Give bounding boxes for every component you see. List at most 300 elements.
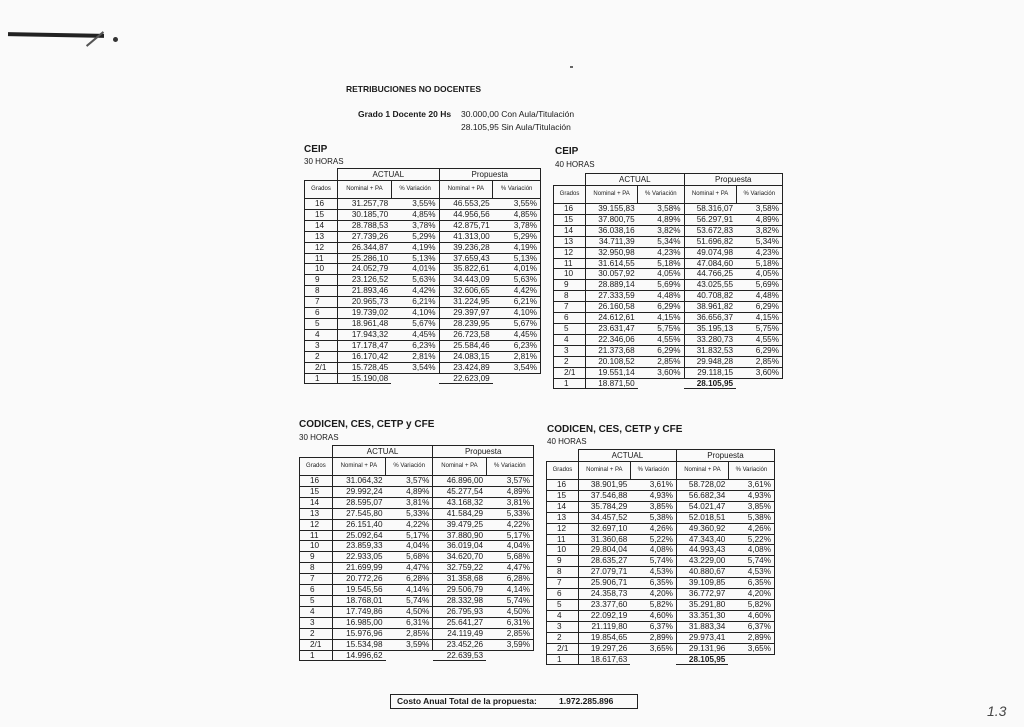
- cell-nominal-actual: 25.906,71: [578, 578, 630, 589]
- cell-grado: 11: [300, 530, 333, 541]
- table-row: [547, 501, 775, 512]
- cell-grado: 16: [300, 476, 333, 487]
- cell-grado: 8: [305, 286, 338, 297]
- cell-variacion-actual: 6,23%: [391, 340, 439, 351]
- table-row: [300, 497, 534, 508]
- cell-variacion-propuesta: 4,22%: [486, 519, 533, 530]
- cell-variacion-propuesta: 4,47%: [486, 563, 533, 574]
- table-row: [547, 599, 775, 610]
- cell-variacion-actual: 5,33%: [386, 508, 433, 519]
- cell-variacion-propuesta: 4,53%: [728, 567, 774, 578]
- cell-grado: 2/1: [547, 643, 579, 654]
- cell-variacion-actual: 4,60%: [630, 610, 676, 621]
- cell-variacion-propuesta: [493, 373, 541, 384]
- cell-grado: 7: [305, 297, 338, 308]
- cell-nominal-actual: 22.933,05: [332, 552, 385, 563]
- cell-nominal-actual: 31.257,78: [338, 199, 392, 210]
- cell-variacion-propuesta: 5,74%: [728, 556, 774, 567]
- cell-variacion-propuesta: 3,55%: [493, 199, 541, 210]
- cell-nominal-actual: 17.943,32: [338, 329, 392, 340]
- table-row: [305, 220, 541, 231]
- cell-nominal-actual: 26.160,58: [586, 302, 638, 313]
- cell-nominal-propuesta: 45.277,54: [433, 486, 486, 497]
- cell-nominal-actual: 37.800,75: [586, 214, 638, 225]
- cell-variacion-propuesta: 2,81%: [493, 351, 541, 362]
- table-row: [300, 574, 534, 585]
- header-nominal-propuesta: Nominal + PA: [439, 181, 493, 199]
- cell-variacion-propuesta: 4,05%: [736, 269, 782, 280]
- grade-value-con-aula: 30.000,00 Con Aula/Titulación: [461, 109, 575, 119]
- cell-grado: 9: [305, 275, 338, 286]
- cell-nominal-actual: 39.155,83: [586, 204, 638, 215]
- cell-grado: 15: [547, 490, 579, 501]
- cell-variacion-propuesta: [728, 654, 774, 665]
- cell-variacion-propuesta: 5,69%: [736, 280, 782, 291]
- table-row: [554, 280, 783, 291]
- cell-variacion-actual: 5,18%: [638, 258, 684, 269]
- cell-nominal-propuesta: 29.973,41: [676, 632, 728, 643]
- cell-grado: 5: [305, 318, 338, 329]
- cell-variacion-actual: 5,69%: [638, 280, 684, 291]
- cell-variacion-propuesta: 3,58%: [736, 204, 782, 215]
- cell-nominal-propuesta: 29.506,79: [433, 585, 486, 596]
- cell-nominal-propuesta: 23.424,89: [439, 362, 493, 373]
- cell-nominal-actual: 27.079,71: [578, 567, 630, 578]
- header-actual: ACTUAL: [586, 174, 684, 186]
- cell-nominal-actual: 23.859,33: [332, 541, 385, 552]
- cell-variacion-actual: 3,78%: [391, 220, 439, 231]
- cell-nominal-propuesta: 56.682,34: [676, 490, 728, 501]
- cell-variacion-propuesta: 4,26%: [728, 523, 774, 534]
- cell-variacion-propuesta: 4,89%: [486, 486, 533, 497]
- cell-variacion-propuesta: 2,85%: [736, 356, 782, 367]
- cell-variacion-actual: 5,68%: [386, 552, 433, 563]
- cell-nominal-actual: 14.996,62: [332, 650, 385, 661]
- salary-table-ceip-40: [553, 173, 783, 389]
- page-number: 1.3: [987, 703, 1007, 719]
- header-nominal-propuesta: Nominal + PA: [676, 462, 728, 480]
- table-row: [305, 275, 541, 286]
- table-row: [300, 595, 534, 606]
- table-row: [554, 323, 783, 334]
- cell-variacion-actual: 4,19%: [391, 242, 439, 253]
- cell-nominal-propuesta: 44.993,43: [676, 545, 728, 556]
- cell-nominal-actual: 36.038,16: [586, 225, 638, 236]
- cell-variacion-actual: 4,22%: [386, 519, 433, 530]
- cell-variacion-actual: 3,58%: [638, 204, 684, 215]
- header-variacion-actual: % Variación: [386, 458, 433, 476]
- table-row: [554, 313, 783, 324]
- cell-variacion-propuesta: 4,42%: [493, 286, 541, 297]
- header-actual: ACTUAL: [338, 169, 439, 181]
- cell-nominal-propuesta: 41.313,00: [439, 231, 493, 242]
- cell-nominal-actual: 19.297,26: [578, 643, 630, 654]
- cell-nominal-actual: 29.804,04: [578, 545, 630, 556]
- cell-nominal-propuesta: 40.708,82: [684, 291, 736, 302]
- cell-variacion-propuesta: 2,85%: [486, 628, 533, 639]
- cell-grado: 1: [300, 650, 333, 661]
- table-row: [300, 650, 534, 661]
- cell-nominal-actual: 16.170,42: [338, 351, 392, 362]
- cell-variacion-propuesta: 3,85%: [728, 501, 774, 512]
- scan-mark: [8, 32, 104, 38]
- header-spacer: [547, 450, 579, 462]
- cell-nominal-propuesta: 44.766,25: [684, 269, 736, 280]
- cell-nominal-actual: 19.739,02: [338, 308, 392, 319]
- cell-grado: 4: [305, 329, 338, 340]
- header-propuesta: Propuesta: [433, 446, 534, 458]
- cell-variacion-actual: 4,15%: [638, 313, 684, 324]
- cell-variacion-actual: 5,38%: [630, 512, 676, 523]
- table-row: [300, 563, 534, 574]
- header-variacion-propuesta: % Variación: [736, 186, 782, 204]
- cell-variacion-propuesta: 4,20%: [728, 589, 774, 600]
- section-hours-ceip-30: 30 HORAS: [304, 157, 344, 166]
- cell-nominal-actual: 17.749,86: [332, 606, 385, 617]
- cell-nominal-propuesta: 39.236,28: [439, 242, 493, 253]
- cell-variacion-propuesta: 4,10%: [493, 308, 541, 319]
- cell-variacion-propuesta: 3,61%: [728, 480, 774, 491]
- table-row: [300, 508, 534, 519]
- cell-grado: 7: [554, 302, 586, 313]
- cell-nominal-propuesta: 39.109,85: [676, 578, 728, 589]
- cell-variacion-actual: 5,22%: [630, 534, 676, 545]
- cell-variacion-actual: 4,08%: [630, 545, 676, 556]
- cell-nominal-propuesta: 53.672,83: [684, 225, 736, 236]
- cell-variacion-propuesta: 5,68%: [486, 552, 533, 563]
- cell-variacion-actual: 5,74%: [630, 556, 676, 567]
- table-row: [305, 209, 541, 220]
- cell-nominal-actual: 20.772,26: [332, 574, 385, 585]
- cell-grado: 16: [547, 480, 579, 491]
- cell-nominal-propuesta: 25.641,27: [433, 617, 486, 628]
- cell-grado: 6: [305, 308, 338, 319]
- cell-variacion-actual: 4,23%: [638, 247, 684, 258]
- cell-variacion-propuesta: 5,17%: [486, 530, 533, 541]
- cell-variacion-actual: 6,29%: [638, 345, 684, 356]
- cell-variacion-actual: 4,05%: [638, 269, 684, 280]
- cell-grado: 14: [300, 497, 333, 508]
- cell-nominal-actual: 30.185,70: [338, 209, 392, 220]
- cell-grado: 5: [300, 595, 333, 606]
- cell-nominal-actual: 25.092,64: [332, 530, 385, 541]
- cell-variacion-propuesta: 4,48%: [736, 291, 782, 302]
- cell-grado: 11: [554, 258, 586, 269]
- cell-nominal-propuesta: 52.018,51: [676, 512, 728, 523]
- cell-nominal-propuesta: 49.074,98: [684, 247, 736, 258]
- header-variacion-actual: % Variación: [391, 181, 439, 199]
- cell-variacion-propuesta: [736, 378, 782, 389]
- cell-grado: 2: [300, 628, 333, 639]
- cell-variacion-actual: 4,53%: [630, 567, 676, 578]
- table-row: [300, 476, 534, 487]
- cell-variacion-propuesta: 5,13%: [493, 253, 541, 264]
- grade-value-sin-aula: 28.105,95 Sin Aula/Titulación: [461, 122, 571, 132]
- cell-nominal-propuesta: 46.553,25: [439, 199, 493, 210]
- table-row: [547, 534, 775, 545]
- section-hours-codicen-30: 30 HORAS: [299, 433, 339, 442]
- section-title-ceip-40: CEIP: [555, 146, 579, 157]
- table-row: [305, 362, 541, 373]
- cell-variacion-actual: 6,28%: [386, 574, 433, 585]
- cell-variacion-propuesta: 3,65%: [728, 643, 774, 654]
- cell-nominal-propuesta: 58.728,02: [676, 480, 728, 491]
- cell-nominal-actual: 28.635,27: [578, 556, 630, 567]
- cell-variacion-actual: 5,17%: [386, 530, 433, 541]
- table-row: [554, 345, 783, 356]
- cell-nominal-actual: 29.992,24: [332, 486, 385, 497]
- table-row: [547, 523, 775, 534]
- total-cost-label: Costo Anual Total de la propuesta:: [397, 696, 537, 706]
- cell-nominal-propuesta: 43.025,55: [684, 280, 736, 291]
- table-row: [305, 199, 541, 210]
- table-row: [547, 643, 775, 654]
- table-row: [554, 356, 783, 367]
- header-variacion-propuesta: % Variación: [486, 458, 533, 476]
- cell-nominal-propuesta: 23.452,26: [433, 639, 486, 650]
- header-nominal-propuesta: Nominal + PA: [684, 186, 736, 204]
- table-row: [547, 490, 775, 501]
- cell-variacion-actual: 5,74%: [386, 595, 433, 606]
- cell-nominal-actual: 15.534,98: [332, 639, 385, 650]
- table-row: [554, 204, 783, 215]
- cell-variacion-actual: 6,35%: [630, 578, 676, 589]
- cell-variacion-propuesta: 5,33%: [486, 508, 533, 519]
- header-nominal-actual: Nominal + PA: [578, 462, 630, 480]
- cell-grado: 7: [300, 574, 333, 585]
- cell-variacion-propuesta: 6,35%: [728, 578, 774, 589]
- cell-nominal-actual: 15.190,08: [338, 373, 392, 384]
- total-cost-box: [390, 694, 638, 709]
- cell-variacion-actual: 4,42%: [391, 286, 439, 297]
- section-hours-codicen-40: 40 HORAS: [547, 437, 587, 446]
- cell-grado: 12: [305, 242, 338, 253]
- table-row: [300, 617, 534, 628]
- table-row: [547, 621, 775, 632]
- cell-nominal-propuesta: 29.131,96: [676, 643, 728, 654]
- cell-variacion-actual: 4,14%: [386, 585, 433, 596]
- table-row: [547, 480, 775, 491]
- cell-nominal-propuesta: 43.168,32: [433, 497, 486, 508]
- cell-variacion-propuesta: 4,01%: [493, 264, 541, 275]
- cell-variacion-propuesta: 4,23%: [736, 247, 782, 258]
- header-spacer: [300, 446, 333, 458]
- cell-variacion-actual: 4,93%: [630, 490, 676, 501]
- cell-nominal-actual: 19.551,14: [586, 367, 638, 378]
- cell-nominal-propuesta: 35.291,80: [676, 599, 728, 610]
- cell-variacion-actual: 4,48%: [638, 291, 684, 302]
- table-row: [300, 486, 534, 497]
- cell-nominal-propuesta: 29.118,15: [684, 367, 736, 378]
- cell-variacion-propuesta: 6,29%: [736, 302, 782, 313]
- cell-nominal-propuesta: 51.696,82: [684, 236, 736, 247]
- cell-variacion-propuesta: 4,55%: [736, 334, 782, 345]
- cell-nominal-propuesta: 31.832,53: [684, 345, 736, 356]
- cell-nominal-propuesta: 56.297,91: [684, 214, 736, 225]
- cell-variacion-actual: 5,34%: [638, 236, 684, 247]
- cell-variacion-propuesta: 3,82%: [736, 225, 782, 236]
- cell-variacion-propuesta: 6,31%: [486, 617, 533, 628]
- cell-nominal-actual: 27.333,59: [586, 291, 638, 302]
- cell-variacion-actual: 4,89%: [638, 214, 684, 225]
- cell-variacion-actual: 3,54%: [391, 362, 439, 373]
- cell-grado: 8: [554, 291, 586, 302]
- cell-variacion-propuesta: 5,34%: [736, 236, 782, 247]
- table-row: [305, 242, 541, 253]
- total-cost-value: 1.972.285.896: [559, 696, 614, 706]
- cell-nominal-propuesta: 28.105,95: [684, 378, 736, 389]
- cell-nominal-actual: 19.854,65: [578, 632, 630, 643]
- cell-variacion-propuesta: 6,29%: [736, 345, 782, 356]
- cell-nominal-actual: 26.344,87: [338, 242, 392, 253]
- cell-grado: 2: [554, 356, 586, 367]
- cell-nominal-propuesta: 44.956,56: [439, 209, 493, 220]
- grade-label: Grado 1 Docente 20 Hs: [358, 109, 452, 119]
- cell-nominal-propuesta: 35.195,13: [684, 323, 736, 334]
- cell-grado: 14: [305, 220, 338, 231]
- cell-variacion-actual: 2,81%: [391, 351, 439, 362]
- cell-nominal-actual: 24.052,79: [338, 264, 392, 275]
- cell-grado: 3: [305, 340, 338, 351]
- cell-variacion-propuesta: 3,81%: [486, 497, 533, 508]
- table-row: [547, 632, 775, 643]
- cell-grado: 1: [305, 373, 338, 384]
- cell-variacion-actual: 3,61%: [630, 480, 676, 491]
- cell-nominal-propuesta: 32.759,22: [433, 563, 486, 574]
- table-row: [554, 258, 783, 269]
- table-row: [554, 378, 783, 389]
- table-row: [554, 214, 783, 225]
- cell-nominal-propuesta: 29.948,28: [684, 356, 736, 367]
- cell-variacion-propuesta: 4,60%: [728, 610, 774, 621]
- cell-variacion-propuesta: 4,08%: [728, 545, 774, 556]
- cell-grado: 3: [300, 617, 333, 628]
- header-nominal-actual: Nominal + PA: [586, 186, 638, 204]
- cell-variacion-propuesta: 5,29%: [493, 231, 541, 242]
- cell-nominal-actual: 26.151,40: [332, 519, 385, 530]
- cell-grado: 13: [554, 236, 586, 247]
- cell-nominal-propuesta: 46.896,00: [433, 476, 486, 487]
- scan-dot: [570, 66, 573, 68]
- cell-nominal-propuesta: 25.584,46: [439, 340, 493, 351]
- cell-nominal-propuesta: 38.961,82: [684, 302, 736, 313]
- header-nominal-actual: Nominal + PA: [338, 181, 392, 199]
- cell-variacion-propuesta: 6,23%: [493, 340, 541, 351]
- cell-grado: 6: [554, 313, 586, 324]
- cell-nominal-actual: 20.108,52: [586, 356, 638, 367]
- header-variacion-propuesta: % Variación: [728, 462, 774, 480]
- cell-nominal-actual: 31.064,32: [332, 476, 385, 487]
- cell-variacion-actual: 4,89%: [386, 486, 433, 497]
- cell-variacion-propuesta: 4,04%: [486, 541, 533, 552]
- cell-variacion-actual: 4,50%: [386, 606, 433, 617]
- cell-variacion-propuesta: 3,59%: [486, 639, 533, 650]
- cell-grado: 1: [547, 654, 579, 665]
- header-grados: Grados: [547, 462, 579, 480]
- header-variacion-actual: % Variación: [638, 186, 684, 204]
- cell-variacion-propuesta: 4,19%: [493, 242, 541, 253]
- cell-variacion-actual: 4,01%: [391, 264, 439, 275]
- cell-grado: 1: [554, 378, 586, 389]
- scan-dot: [113, 37, 118, 42]
- section-title-ceip-30: CEIP: [304, 144, 328, 155]
- cell-variacion-propuesta: 3,57%: [486, 476, 533, 487]
- table-row: [305, 340, 541, 351]
- cell-nominal-actual: 27.545,80: [332, 508, 385, 519]
- cell-nominal-propuesta: 42.875,71: [439, 220, 493, 231]
- cell-nominal-actual: 34.457,52: [578, 512, 630, 523]
- table-row: [547, 556, 775, 567]
- header-spacer: [305, 169, 338, 181]
- cell-grado: 13: [305, 231, 338, 242]
- table-row: [300, 530, 534, 541]
- cell-nominal-propuesta: 34.443,09: [439, 275, 493, 286]
- cell-nominal-actual: 28.595,07: [332, 497, 385, 508]
- salary-table-codicen-30: [299, 445, 534, 661]
- cell-nominal-actual: 35.784,29: [578, 501, 630, 512]
- cell-variacion-actual: 4,20%: [630, 589, 676, 600]
- cell-nominal-actual: 30.057,92: [586, 269, 638, 280]
- cell-grado: 10: [300, 541, 333, 552]
- cell-grado: 3: [547, 621, 579, 632]
- cell-variacion-actual: 3,82%: [638, 225, 684, 236]
- salary-table-codicen-40: [546, 449, 775, 665]
- table-row: [300, 519, 534, 530]
- table-row: [547, 610, 775, 621]
- table-row: [300, 552, 534, 563]
- cell-grado: 6: [300, 585, 333, 596]
- cell-nominal-propuesta: 36.772,97: [676, 589, 728, 600]
- table-row: [305, 373, 541, 384]
- cell-nominal-propuesta: 28.105,95: [676, 654, 728, 665]
- cell-nominal-propuesta: 26.795,93: [433, 606, 486, 617]
- cell-nominal-propuesta: 33.280,73: [684, 334, 736, 345]
- cell-nominal-propuesta: 33.351,30: [676, 610, 728, 621]
- cell-variacion-actual: 4,55%: [638, 334, 684, 345]
- table-row: [300, 585, 534, 596]
- cell-nominal-actual: 31.614,55: [586, 258, 638, 269]
- cell-nominal-propuesta: 37.659,43: [439, 253, 493, 264]
- table-row: [305, 297, 541, 308]
- cell-nominal-propuesta: 31.883,34: [676, 621, 728, 632]
- cell-variacion-propuesta: 5,75%: [736, 323, 782, 334]
- cell-variacion-actual: 4,10%: [391, 308, 439, 319]
- cell-nominal-propuesta: 29.397,97: [439, 308, 493, 319]
- cell-grado: 16: [305, 199, 338, 210]
- cell-variacion-actual: 6,31%: [386, 617, 433, 628]
- cell-variacion-actual: 5,67%: [391, 318, 439, 329]
- table-row: [300, 606, 534, 617]
- cell-nominal-propuesta: 31.224,95: [439, 297, 493, 308]
- cell-nominal-actual: 28.889,14: [586, 280, 638, 291]
- cell-nominal-actual: 23.377,60: [578, 599, 630, 610]
- cell-nominal-actual: 24.358,73: [578, 589, 630, 600]
- cell-grado: 12: [300, 519, 333, 530]
- section-title-codicen-40: CODICEN, CES, CETP y CFE: [547, 424, 683, 435]
- cell-variacion-actual: 5,63%: [391, 275, 439, 286]
- cell-variacion-propuesta: 5,38%: [728, 512, 774, 523]
- cell-grado: 10: [547, 545, 579, 556]
- cell-variacion-propuesta: 3,60%: [736, 367, 782, 378]
- cell-variacion-propuesta: [486, 650, 533, 661]
- header-nominal-propuesta: Nominal + PA: [433, 458, 486, 476]
- cell-grado: 14: [547, 501, 579, 512]
- cell-variacion-propuesta: 4,93%: [728, 490, 774, 501]
- cell-nominal-propuesta: 24.083,15: [439, 351, 493, 362]
- table-row: [554, 367, 783, 378]
- cell-grado: 6: [547, 589, 579, 600]
- cell-nominal-propuesta: 41.584,29: [433, 508, 486, 519]
